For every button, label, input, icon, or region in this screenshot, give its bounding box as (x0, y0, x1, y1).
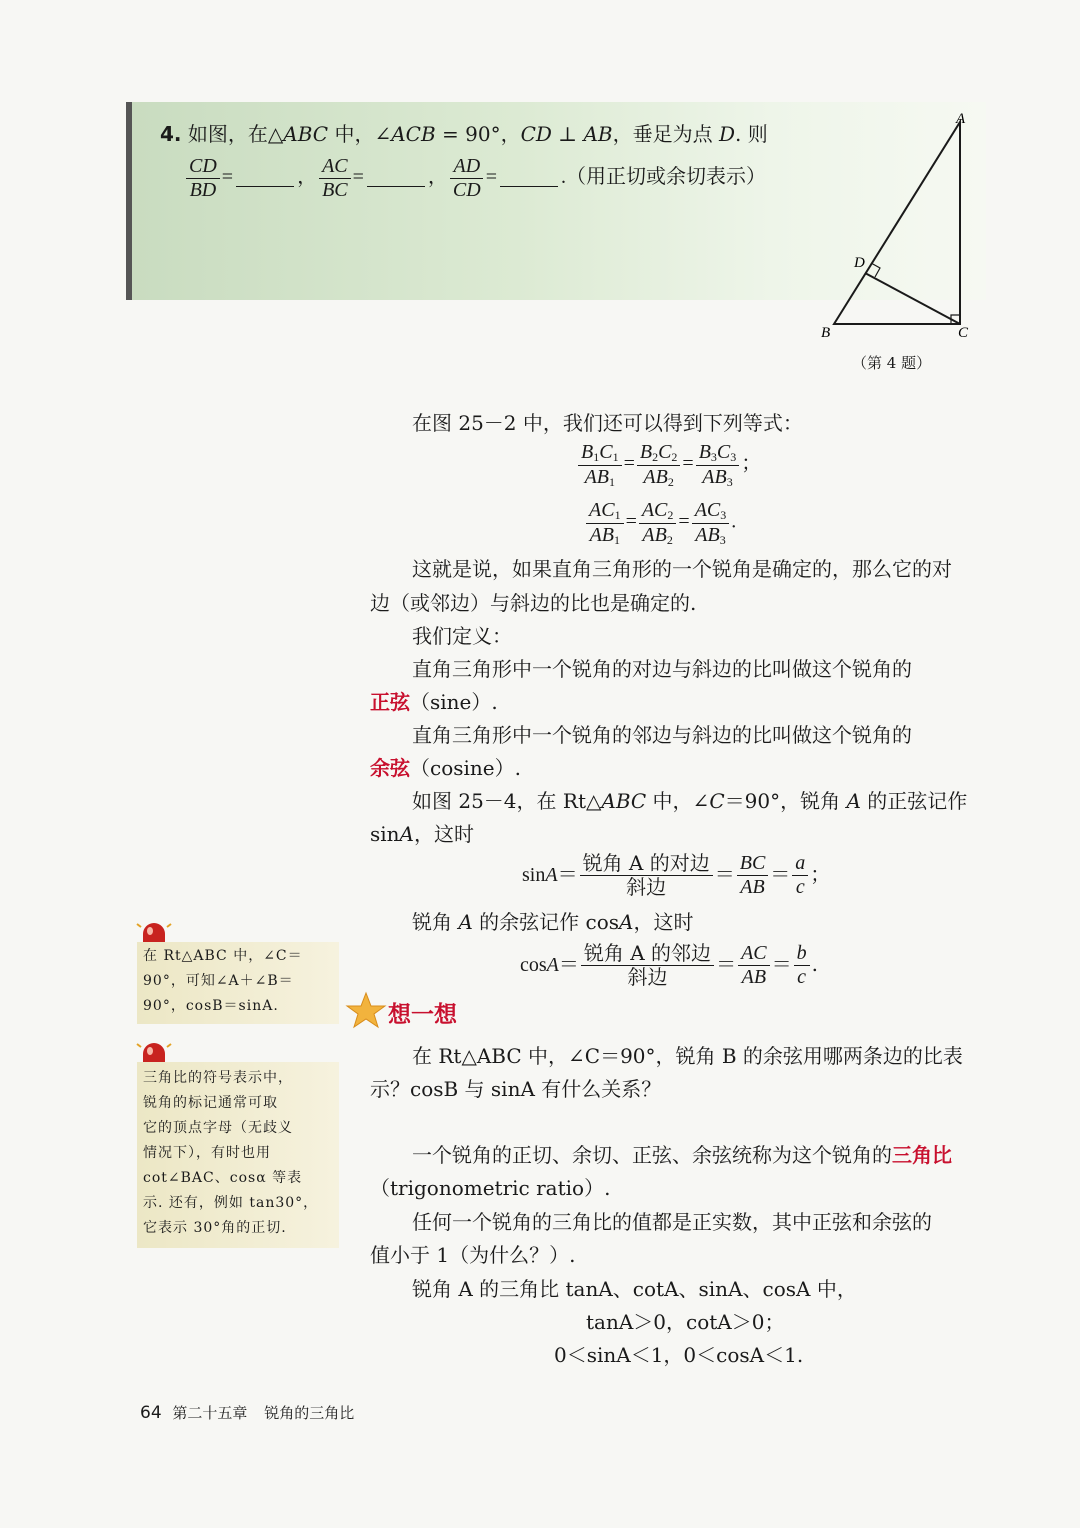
text: A (399, 822, 414, 846)
label-b: B (821, 325, 831, 341)
denominator: AB (695, 523, 720, 546)
angle-name: ACB (391, 122, 436, 146)
equals-sign: ＝ (770, 862, 791, 886)
punctuation: . (731, 510, 737, 533)
fraction (696, 442, 740, 488)
numerator: AD (450, 156, 483, 179)
term-cosine: 余弦 (370, 756, 410, 780)
perp-symbol: ⊥ (551, 122, 584, 146)
triangle-abc (834, 122, 960, 324)
term-english: （sine）. (410, 690, 498, 714)
denominator: BD (189, 179, 217, 201)
denominator: c (795, 876, 805, 898)
chapter-label: 第二十五章 (172, 1404, 248, 1422)
numerator: AC (641, 499, 668, 521)
subscript: 1 (612, 450, 619, 464)
exercise-hint: .（用正切或余切表示） (561, 166, 766, 189)
exercise-text: = 90°， (435, 122, 521, 146)
triangle-figure (810, 105, 990, 345)
denominator: 斜边 (627, 965, 668, 989)
text: A (458, 910, 473, 934)
subscript: 1 (614, 532, 620, 547)
equals-sign: ＝ (557, 862, 578, 886)
numerator: AC (738, 943, 770, 966)
sidebar-line: 锐角的标记通常可取 (143, 1095, 278, 1111)
inequality: 0＜sinA＜1，0＜cosA＜1. (554, 1343, 804, 1367)
text: A (619, 910, 634, 934)
comma: ， (427, 166, 448, 189)
page-number: 64 (140, 1403, 162, 1423)
paragraph: 任何一个锐角的三角比的值都是正实数，其中正弦和余弦的 (412, 1210, 932, 1234)
text: 中，∠ (646, 789, 710, 813)
sine-definition-line (370, 686, 498, 719)
sidebar-line: 它表示 30°角的正切. (143, 1220, 287, 1236)
sidebar-line: 示. 还有，例如 tan30°， (143, 1195, 319, 1211)
fraction (580, 853, 713, 898)
numerator: BC (737, 853, 769, 876)
label-c: C (958, 325, 969, 341)
equals-sign: = (485, 166, 497, 189)
text: ABC (601, 789, 647, 813)
denominator: AB (642, 523, 667, 546)
denominator: AB (584, 465, 609, 488)
text: 的余弦记作 cos (472, 910, 620, 934)
subscript: 1 (593, 450, 600, 464)
altitude-cd (865, 273, 960, 324)
text: C (709, 789, 725, 813)
numerator: b (794, 943, 810, 966)
subscript: 3 (726, 474, 733, 489)
comma: ， (297, 166, 318, 189)
subscript: 2 (666, 532, 673, 547)
fraction (792, 853, 808, 898)
fraction (692, 500, 730, 546)
numerator: 锐角 A 的对边 (580, 853, 713, 876)
paragraph: 直角三角形中一个锐角的邻边与斜边的比叫做这个锐角的 (412, 723, 912, 747)
right-angle-mark-d (871, 263, 880, 277)
sidebar-line: 它的顶点字母（无歧义 (143, 1120, 293, 1136)
numerator: C (599, 441, 613, 463)
paragraph: （trigonometric ratio）. (370, 1176, 611, 1200)
fraction (586, 500, 624, 546)
text: A (545, 864, 558, 886)
term-english: （cosine）. (410, 756, 521, 780)
cosine-definition-line (370, 752, 521, 785)
term-trig-ratio: 三角比 (892, 1143, 952, 1167)
text: A (546, 954, 559, 976)
subscript: 3 (730, 450, 737, 464)
equals-sign: ＝ (714, 862, 735, 886)
equation-cosine-ratios: $\frac{AC_1}{AB_1}$ = $\frac{AC_2}{AB_2}$ = $\frac{AC_3}{AB_3}$ . (584, 500, 736, 546)
question: 示？cosB 与 sinA 有什么关系？ (370, 1077, 662, 1101)
sine-formula (522, 853, 830, 898)
segment-ab: AB (583, 122, 613, 146)
equation-sine-ratios: $\frac{B_1C_1}{AB_1}$ = $\frac{B_2C_2}{AB_2}$ = $\frac{B_3C_3}{AB_3}$ ； (576, 442, 761, 488)
numerator: AC (589, 499, 615, 521)
paragraph: 锐角 A 的三角比 tanA、cotA、sinA、cosA 中， (412, 1277, 857, 1301)
sidebar-line: 90°，cosB＝sinA. (143, 998, 279, 1014)
text: 的正弦记作 (860, 789, 968, 813)
equals-sign: ＝ (771, 952, 792, 976)
numerator: AC (319, 156, 351, 179)
paragraph: 值小于 1（为什么？）. (370, 1243, 576, 1267)
denominator: AB (643, 465, 668, 488)
denominator: AB (589, 523, 614, 546)
page-footer (140, 1402, 354, 1423)
subscript: 3 (720, 508, 727, 522)
text: 如图 25－4，在 Rt△ (412, 789, 602, 813)
subscript: 3 (710, 450, 717, 464)
term-sine: 正弦 (370, 690, 410, 714)
paragraph: 这就是说，如果直角三角形的一个锐角是确定的，那么它的对 (412, 557, 952, 581)
equals-sign: ＝ (558, 952, 579, 976)
paragraph: 边（或邻边）与斜边的比也是确定的. (370, 591, 697, 615)
figure-caption: （第 4 题） (852, 354, 932, 372)
fraction (794, 943, 810, 988)
answer-blank-1[interactable] (236, 186, 294, 187)
subscript: 2 (667, 474, 674, 489)
numerator: B (581, 441, 594, 463)
denominator: AB (740, 876, 765, 898)
exercise-text: ，垂足为点 (612, 122, 719, 146)
think-star-icon (344, 990, 388, 1030)
denominator: 斜边 (626, 875, 667, 899)
exercise-text: . 则 (735, 122, 768, 146)
text: 一个锐角的正切、余切、正弦、余弦统称为这个锐角的 (412, 1143, 892, 1167)
sidebar-note-2 (137, 1062, 339, 1248)
paragraph (412, 906, 694, 939)
exercise-number: 4. (160, 122, 182, 146)
paragraph (370, 818, 474, 851)
equals-sign: ＝ (716, 952, 737, 976)
exercise-fractions (184, 156, 766, 201)
paragraph: 直角三角形中一个锐角的对边与斜边的比叫做这个锐角的 (412, 657, 912, 681)
text: ，这时 (633, 910, 694, 934)
answer-blank-3[interactable] (500, 186, 558, 187)
punctuation: . (811, 952, 818, 976)
text: ＝90°，锐角 (724, 789, 847, 813)
sidebar-line: 三角比的符号表示中， (143, 1070, 293, 1086)
sidebar-line: 在 Rt△ABC 中，∠C＝ (143, 948, 303, 964)
segment-cd: CD (520, 122, 552, 146)
fraction-cd-bd (186, 156, 220, 201)
numerator: C (716, 441, 731, 463)
denominator: AB (702, 465, 727, 488)
sidebar-note-1 (137, 942, 339, 1024)
exercise-text: 中，∠ (328, 122, 392, 146)
denominator: AB (741, 966, 767, 988)
inequality: tanA＞0，cotA＞0； (586, 1310, 785, 1334)
sidebar-line: cot∠BAC、cosα 等表 (143, 1170, 303, 1186)
subscript: 3 (719, 532, 726, 547)
sidebar-line: 90°，可知∠A＋∠B＝ (143, 973, 294, 989)
denominator: CD (452, 179, 481, 201)
triangle-name: ABC (283, 122, 329, 146)
subscript: 2 (671, 450, 678, 464)
text: sin (370, 822, 400, 846)
fraction-ad-cd (450, 156, 484, 201)
paragraph (412, 785, 967, 818)
label-d: D (854, 255, 865, 271)
punctuation: ； (810, 862, 831, 886)
subscript: 1 (614, 508, 621, 522)
fraction (581, 943, 714, 988)
subscript: 2 (667, 508, 674, 522)
answer-blank-2[interactable] (367, 186, 425, 187)
paragraph (412, 1139, 952, 1172)
point-d: D (718, 122, 736, 146)
fraction (637, 442, 681, 488)
exercise-statement (160, 124, 768, 144)
equals-sign: = (352, 166, 364, 189)
paragraph: 我们定义： (412, 624, 512, 648)
subscript: 1 (609, 474, 615, 489)
fraction-ac-bc (319, 156, 351, 201)
punctuation: ； (741, 452, 762, 475)
fraction (639, 500, 677, 546)
numerator: B (698, 441, 711, 463)
denominator: BC (322, 179, 348, 201)
chapter-title: 锐角的三角比 (264, 1404, 355, 1422)
text: cos (520, 954, 547, 976)
numerator: 锐角 A 的邻边 (581, 943, 714, 966)
think-title: 想一想 (388, 1002, 457, 1028)
equals-sign: = (221, 166, 234, 189)
text: sin (522, 864, 546, 886)
numerator: CD (186, 156, 220, 179)
fraction (738, 943, 770, 988)
exercise-text: 如图，在△ (187, 122, 284, 146)
paragraph: 在图 25－2 中，我们还可以得到下列等式： (412, 411, 803, 435)
numerator: AC (694, 499, 721, 521)
numerator: a (792, 853, 808, 876)
fraction (578, 442, 622, 488)
numerator: C (658, 441, 672, 463)
sidebar-line: 情况下），有时也用 (143, 1145, 271, 1161)
cosine-formula (520, 943, 818, 988)
text: 锐角 (412, 910, 459, 934)
text: ，这时 (414, 822, 474, 846)
fraction (737, 853, 769, 898)
subscript: 2 (652, 450, 659, 464)
denominator: c (797, 966, 807, 988)
text: A (846, 789, 861, 813)
numerator: B (639, 441, 653, 463)
question: 在 Rt△ABC 中，∠C＝90°，锐角 B 的余弦用哪两条边的比表 (412, 1044, 963, 1068)
label-a: A (956, 111, 966, 127)
